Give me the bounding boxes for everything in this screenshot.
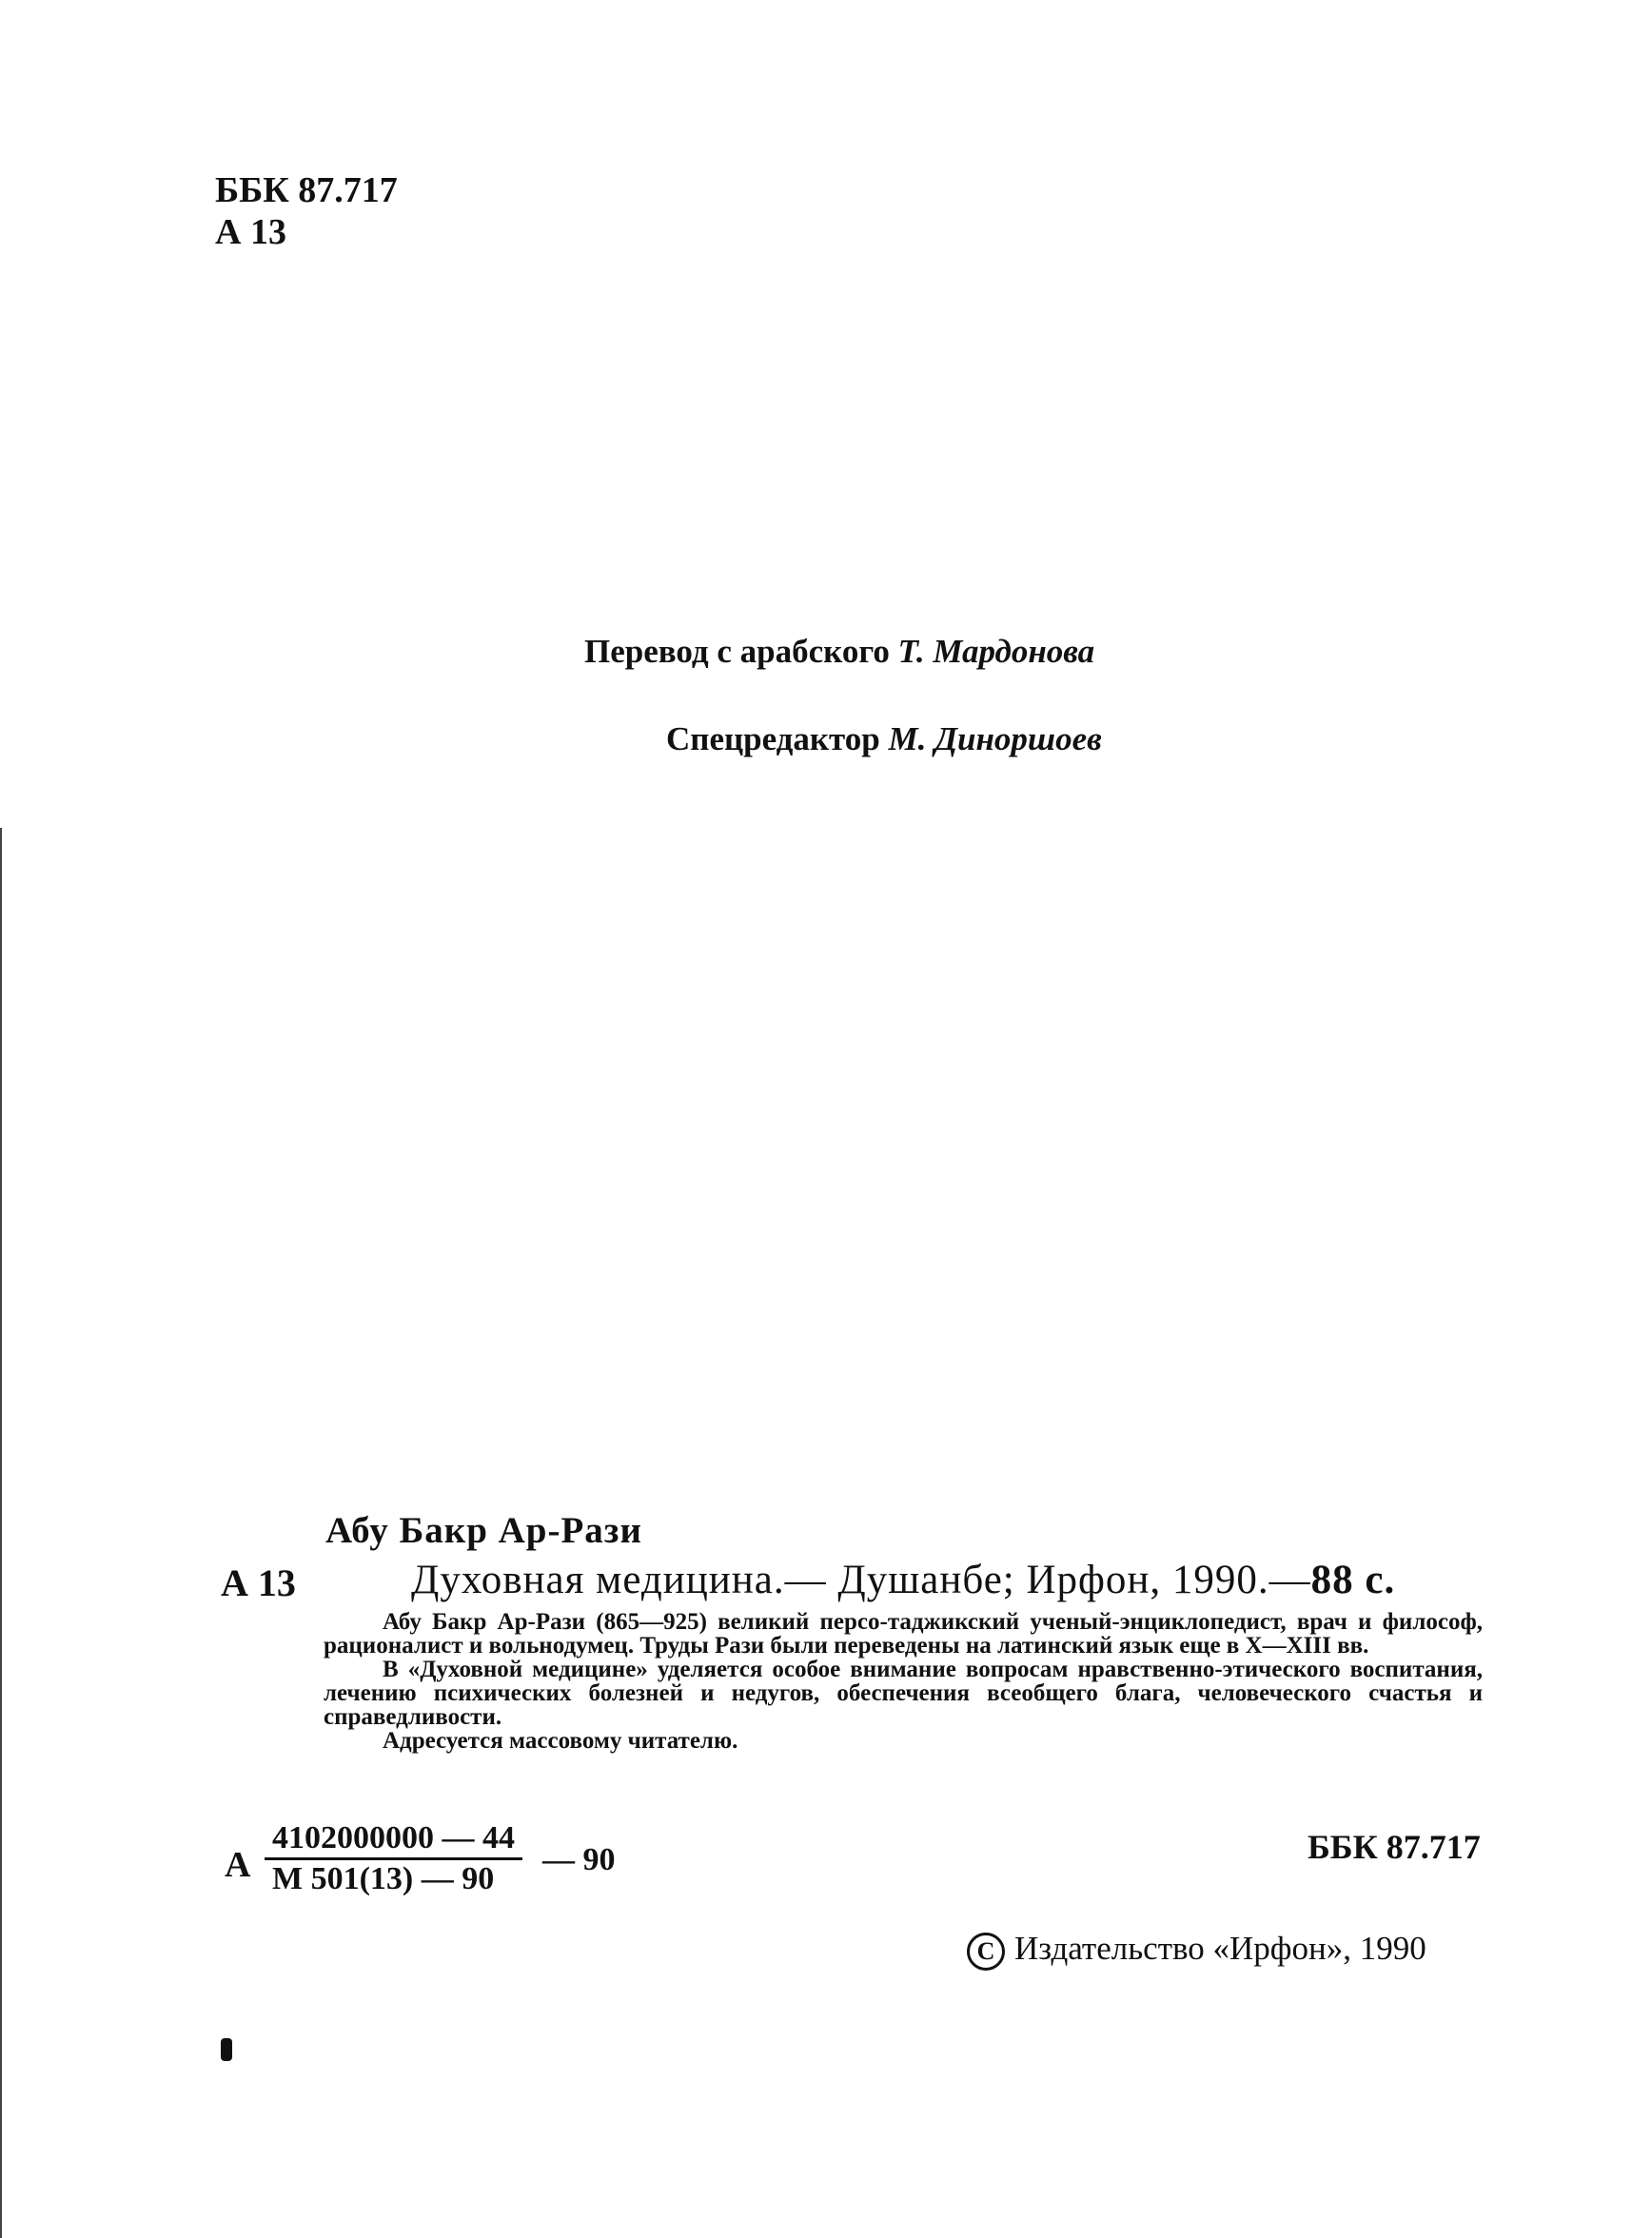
catalog-code-suffix: — 90 <box>542 1842 616 1877</box>
copyright-notice <box>967 1930 1426 1971</box>
page-edge-line <box>0 828 2 2238</box>
editor-name: М. Диноршоев <box>888 720 1102 757</box>
catalog-code-letter: А <box>225 1845 251 1885</box>
bbk-code: ББК 87.717 <box>215 170 398 210</box>
copyright-text: Издательство «Ирфон», 1990 <box>1014 1930 1426 1967</box>
translation-credit <box>584 633 1094 671</box>
annotation-paragraph: В «Духовной медицине» уделяется особое внимание вопросам нравственно-этического воспитания, лечению психических болезней и недугов, обеспечения всеобщего блага, человеческого счастья и справедливости. <box>324 1657 1483 1730</box>
entry-title-line <box>411 1557 1395 1603</box>
bbk-classification-block <box>215 169 398 253</box>
entry-pages: 88 с. <box>1310 1558 1396 1602</box>
catalog-code-fraction <box>265 1819 522 1898</box>
entry-author: Абу Бакр Ар-Рази <box>325 1510 642 1551</box>
annotation-paragraph: Абу Бакр Ар-Рази (865—925) великий персо-таджикский ученый-энциклопедист, врач и философ, рационалист и вольнодумец. Труды Рази были переведены на латинский язык еще в X—XIII вв. <box>324 1609 1483 1659</box>
author-index-code: А 13 <box>215 212 286 252</box>
editor-credit <box>666 720 1102 758</box>
annotation-paragraph: Адресуется массовому читателю. <box>383 1728 738 1754</box>
bbk-code-bottom: ББК 87.717 <box>1308 1828 1481 1866</box>
entry-index: А 13 <box>221 1561 296 1604</box>
copyright-icon: C <box>967 1933 1005 1971</box>
translation-label: Перевод с арабского <box>584 633 890 670</box>
translator-name: Т. Мардонова <box>897 633 1095 670</box>
catalog-code-denominator: М 501(13) — 90 <box>272 1861 495 1896</box>
entry-annotation <box>324 1610 1483 1753</box>
print-mark-icon <box>221 2038 232 2061</box>
entry-title: Духовная медицина.— Душанбе; Ирфон, 1990.— <box>411 1558 1311 1602</box>
editor-label: Спецредактор <box>666 720 880 757</box>
catalog-code-numerator: 4102000000 — 44 <box>272 1820 515 1855</box>
